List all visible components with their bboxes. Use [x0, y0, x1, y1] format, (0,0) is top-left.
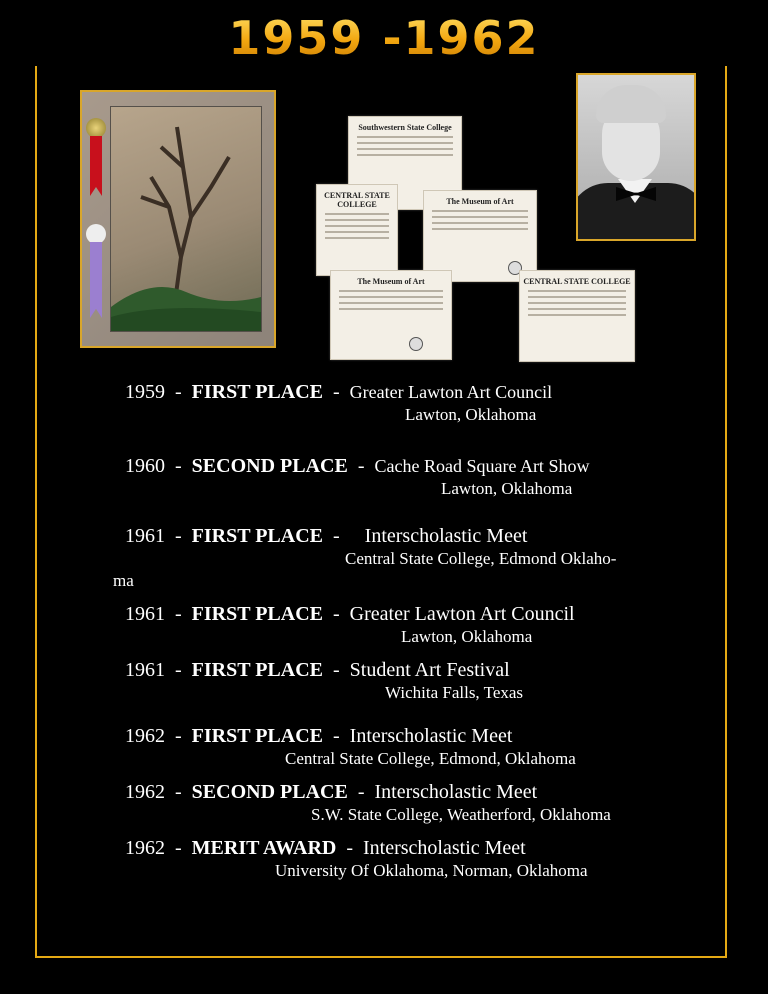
award-location: Lawton, Oklahoma: [441, 479, 573, 498]
award-item: 1961 - FIRST PLACE - Interscholastic Meet Central State College, Edmond Oklaho- ma: [113, 525, 617, 590]
award-event: Student Art Festival: [349, 659, 510, 681]
certificate-museum-1: [423, 190, 537, 282]
award-year: 1962: [125, 725, 165, 747]
certificate-heading: CENTRAL STATE COLLEGE: [324, 191, 390, 209]
award-item: 1960 - SECOND PLACE - Cache Road Square Art Show Lawton, Oklahoma: [125, 455, 590, 498]
award-event: Greater Lawton Art Council: [349, 603, 575, 625]
award-place: FIRST PLACE: [191, 603, 323, 625]
seal-icon: [409, 337, 423, 351]
certificate-heading: The Museum of Art: [357, 277, 425, 286]
award-place: FIRST PLACE: [191, 381, 323, 403]
portrait-photo: [576, 73, 696, 241]
page-title: [0, 10, 768, 66]
award-place: FIRST PLACE: [191, 525, 323, 547]
tree-icon: [111, 107, 261, 331]
certificate-central-state-1: [316, 184, 398, 276]
award-place: MERIT AWARD: [191, 837, 337, 859]
award-location: Central State College, Edmond Oklaho-: [345, 549, 617, 568]
award-year: 1961: [125, 659, 165, 681]
certificate-heading: Southwestern State College: [358, 123, 452, 132]
certificate-heading: CENTRAL STATE COLLEGE: [523, 277, 631, 286]
certificate-museum-2: [330, 270, 452, 360]
award-location: Central State College, Edmond, Oklahoma: [285, 749, 576, 768]
award-location: Lawton, Oklahoma: [401, 627, 533, 646]
red-ribbon-icon: [90, 136, 102, 196]
certificate-central-state-2: [519, 270, 635, 362]
award-year: 1960: [125, 455, 165, 477]
white-rosette-icon: [86, 224, 106, 244]
award-place: FIRST PLACE: [191, 725, 323, 747]
award-location: Wichita Falls, Texas: [385, 683, 524, 702]
award-item: 1962 - SECOND PLACE - Interscholastic Meet S.W. State College, Weatherford, Oklahoma: [125, 781, 611, 824]
award-place: SECOND PLACE: [191, 781, 348, 803]
award-year: 1961: [125, 525, 165, 547]
award-event: Cache Road Square Art Show: [374, 456, 590, 476]
award-event: Interscholastic Meet: [374, 781, 538, 803]
award-item: 1962 - FIRST PLACE - Interscholastic Meet Central State College, Edmond, Oklahoma: [125, 725, 576, 768]
certificate-heading: The Museum of Art: [446, 197, 514, 206]
award-item: 1959 - FIRST PLACE - Greater Lawton Art Council Lawton, Oklahoma: [125, 381, 553, 424]
award-location: University Of Oklahoma, Norman, Oklahoma: [275, 861, 588, 880]
award-item: 1962 - MERIT AWARD - Interscholastic Meet University Of Oklahoma, Norman, Oklahoma: [125, 837, 588, 880]
painting-photo: [80, 90, 276, 348]
award-year: 1959: [125, 381, 165, 403]
award-year: 1962: [125, 837, 165, 859]
award-place: SECOND PLACE: [191, 455, 348, 477]
award-event: Interscholastic Meet: [364, 525, 528, 547]
award-event: Interscholastic Meet: [349, 725, 513, 747]
award-event: Interscholastic Meet: [363, 837, 526, 859]
award-item: 1961 - FIRST PLACE - Student Art Festival Wichita Falls, Texas: [125, 659, 524, 702]
painting-canvas: [110, 106, 262, 332]
award-location: Lawton, Oklahoma: [405, 405, 537, 424]
award-item: 1961 - FIRST PLACE - Greater Lawton Art Council Lawton, Oklahoma: [125, 603, 575, 646]
title-text: 1959 -1962: [220, 11, 547, 65]
award-location: S.W. State College, Weatherford, Oklahoma: [311, 805, 611, 824]
purple-ribbon-icon: [90, 242, 102, 318]
award-year: 1961: [125, 603, 165, 625]
ribbon-seal-icon: [86, 118, 106, 138]
award-year: 1962: [125, 781, 165, 803]
award-location-cont: ma: [113, 571, 134, 590]
award-place: FIRST PLACE: [191, 659, 323, 681]
award-event: Greater Lawton Art Council: [349, 382, 553, 402]
